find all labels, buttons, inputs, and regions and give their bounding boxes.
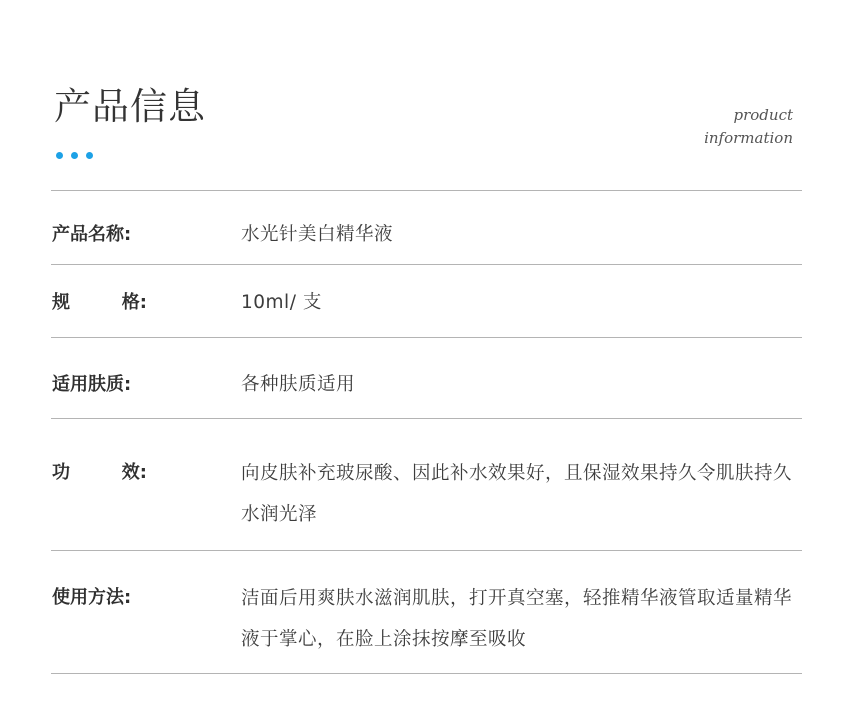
row-label: 产品名称: [52,224,132,245]
dot-icon [56,152,63,159]
dot-icon [71,152,78,159]
subtitle-line-2: information [704,129,793,147]
divider [51,190,802,191]
divider [51,337,802,338]
row-value: 向皮肤补充玻尿酸、因此补水效果好，且保湿效果持久令肌肤持久水润光泽 [241,463,793,525]
page-title: 产品信息 [54,85,206,128]
divider [51,673,802,674]
row-label: 使用方法: [52,587,132,608]
row-value: 水光针美白精华液 [241,224,394,245]
row-label: 适用肤质: [52,374,132,395]
row-label [52,290,147,316]
row-value: 10ml/ 支 [241,292,322,313]
divider [51,264,802,265]
english-subtitle [704,104,793,150]
divider [51,550,802,551]
dot-icon [86,152,93,159]
row-value: 洁面后用爽肤水滋润肌肤，打开真空塞，轻推精华液管取适量精华液于掌心，在脸上涂抹按摩至吸收 [241,588,793,650]
row-label-char: 规 [52,292,70,313]
row-label [52,460,147,486]
row-value: 各种肤质适用 [241,374,356,395]
row-label-char: 效: [121,462,147,483]
row-label-char: 格: [121,292,147,313]
title-dots [56,152,93,159]
subtitle-line-1: product [733,106,793,124]
row-label-char: 功 [52,462,70,483]
divider [51,418,802,419]
